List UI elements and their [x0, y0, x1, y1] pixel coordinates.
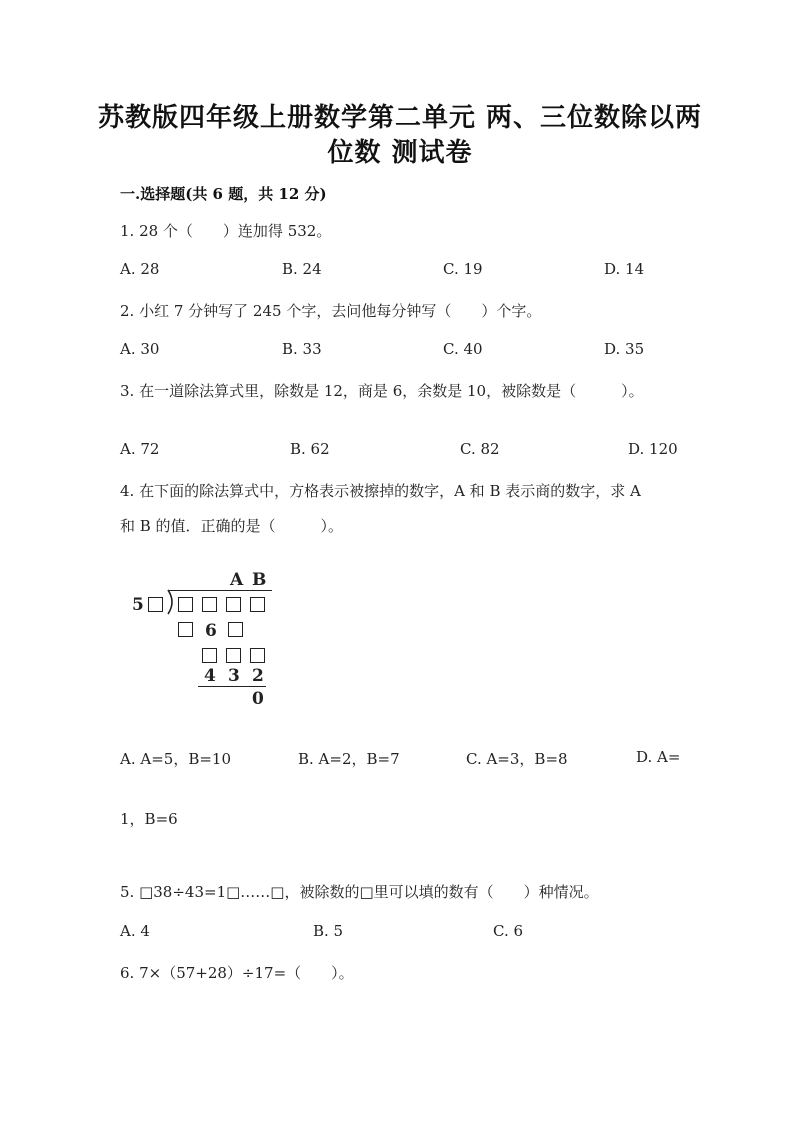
division-bar [168, 590, 272, 591]
section-header: 一.选择题(共 6 题，共 12 分) [120, 185, 327, 203]
q2-option-d: D. 35 [604, 340, 645, 358]
product2-digit-1: 4 [204, 666, 216, 686]
divisor-digit: 5 [132, 595, 144, 615]
q4-option-b: B. A=2，B=7 [298, 750, 400, 768]
question-4-line1: 4. 在下面的除法算式中，方格表示被擦掉的数字，A 和 B 表示商的数字，求 A [120, 482, 641, 500]
final-remainder: 0 [252, 689, 264, 709]
q1-option-a: A. 28 [120, 260, 160, 278]
remainder1-box-3 [250, 648, 265, 663]
remainder1-box-2 [226, 648, 241, 663]
q3-option-a: A. 72 [120, 440, 160, 458]
q4-option-d: D. A= [636, 748, 681, 766]
remainder1-box-1 [202, 648, 217, 663]
question-4-line2: 和 B 的值．正确的是（ ）。 [120, 517, 344, 535]
question-6: 6. 7×（57+28）÷17=（ ）。 [120, 964, 354, 982]
q1-option-d: D. 14 [604, 260, 645, 278]
q2-option-b: B. 33 [282, 340, 322, 358]
product2-digit-3: 2 [252, 666, 264, 686]
q1-option-c: C. 19 [443, 260, 483, 278]
product1-digit: 6 [205, 621, 217, 641]
dividend-box-1 [178, 597, 193, 612]
q4-option-d-continued: 1，B=6 [120, 810, 178, 828]
question-2: 2. 小红 7 分钟写了 245 个字，去问他每分钟写（ ）个字。 [120, 302, 542, 320]
page-title-line2: 位数 测试卷 [327, 138, 473, 168]
q2-option-c: C. 40 [443, 340, 483, 358]
product1-box-3 [228, 622, 243, 637]
quotient-b: B [252, 570, 267, 590]
q5-option-a: A. 4 [120, 922, 150, 940]
q4-option-a: A. A=5，B=10 [120, 750, 231, 768]
dividend-box-3 [226, 597, 241, 612]
q4-option-c: C. A=3，B=8 [466, 750, 568, 768]
q5-option-c: C. 6 [493, 922, 524, 940]
dividend-box-2 [202, 597, 217, 612]
division-bracket [166, 588, 178, 616]
question-5: 5. □38÷43=1□……□，被除数的□里可以填的数有（ ）种情况。 [120, 883, 599, 901]
question-1: 1. 28 个（ ）连加得 532。 [120, 222, 332, 240]
divisor-blank-box [148, 597, 163, 612]
q3-option-c: C. 82 [460, 440, 500, 458]
q5-option-b: B. 5 [313, 922, 344, 940]
q2-option-a: A. 30 [120, 340, 160, 358]
quotient-a: A [230, 570, 244, 590]
product2-digit-2: 3 [228, 666, 240, 686]
page-title-line1: 苏教版四年级上册数学第二单元 两、三位数除以两 [97, 103, 703, 133]
product1-box-1 [178, 622, 193, 637]
q3-option-d: D. 120 [628, 440, 678, 458]
dividend-box-4 [250, 597, 265, 612]
subtraction-line [198, 686, 266, 687]
q3-option-b: B. 62 [290, 440, 330, 458]
q1-option-b: B. 24 [282, 260, 322, 278]
long-division-figure [128, 570, 278, 710]
question-3: 3. 在一道除法算式里，除数是 12，商是 6，余数是 10，被除数是（ ）。 [120, 382, 644, 400]
